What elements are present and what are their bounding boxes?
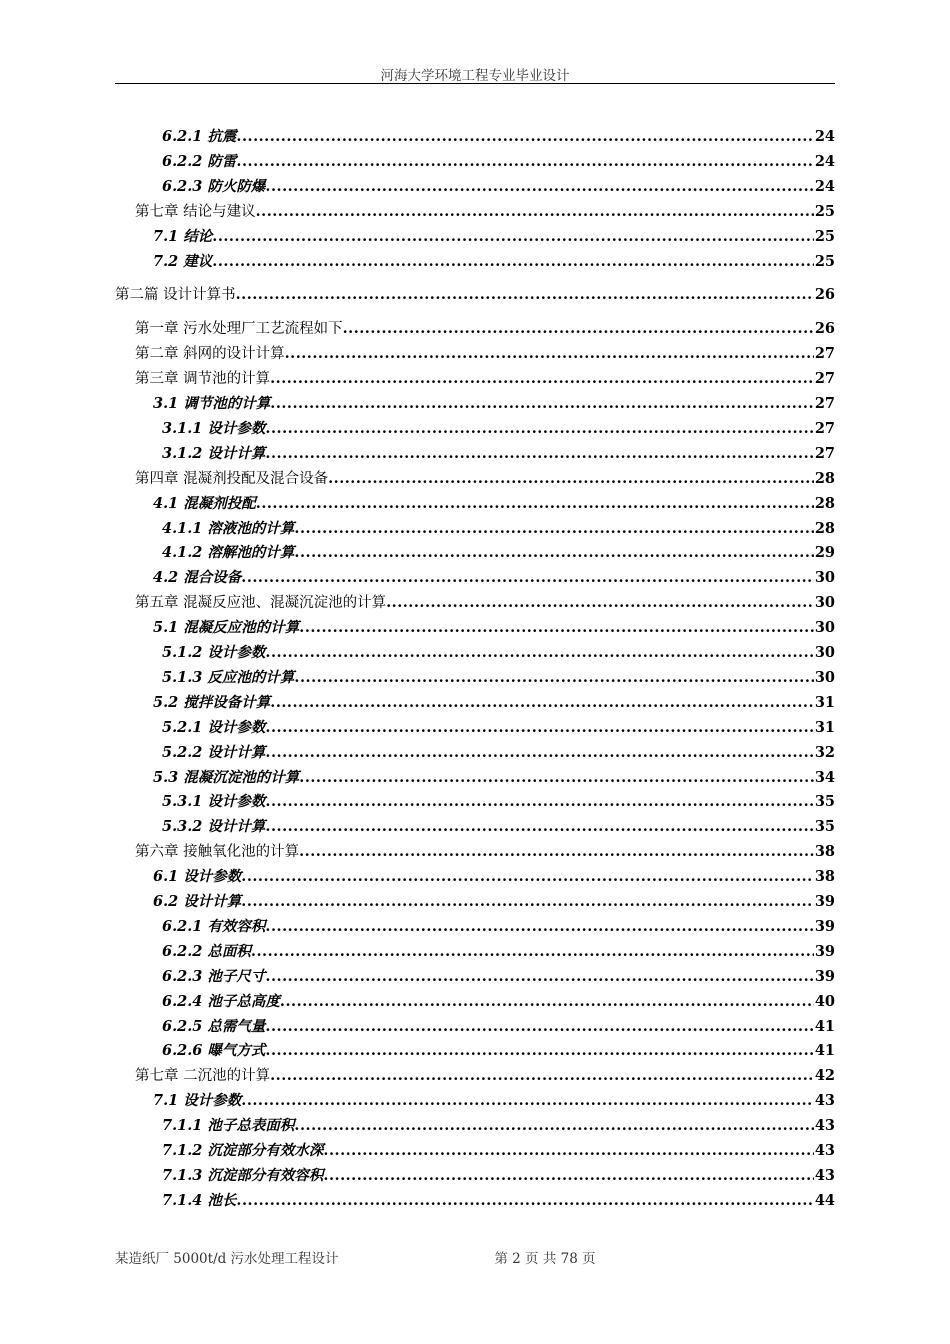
toc-entry-title: 6.2 设计计算 [153, 893, 242, 910]
toc-dot-leader [265, 717, 813, 739]
toc-entry-title: 4.1.2 溶解池的计算 [162, 544, 295, 562]
toc-entry[interactable] [162, 518, 835, 540]
toc-entry[interactable] [135, 318, 835, 340]
toc-entry[interactable] [153, 1090, 835, 1112]
toc-entry-page: 28 [814, 519, 835, 537]
toc-entry[interactable] [153, 393, 835, 415]
toc-entry-title: 6.1 设计参数 [153, 868, 242, 886]
toc-dot-leader [270, 692, 814, 714]
toc-entry[interactable] [153, 866, 835, 888]
toc-entry-title: 5.3 混凝沉淀池的计算 [153, 768, 300, 786]
footer-document-title: 某造纸厂 5000t/d 污水处理工程设计 [115, 1251, 339, 1267]
toc-dot-leader [294, 518, 813, 540]
toc-entry[interactable] [135, 201, 835, 223]
toc-dot-leader [285, 343, 814, 365]
toc-entry-title: 6.2.2 防雷 [162, 152, 237, 170]
toc-entry-page: 31 [814, 693, 835, 711]
toc-entry[interactable] [162, 1190, 835, 1212]
toc-dot-leader [299, 841, 814, 863]
toc-entry-page: 24 [814, 177, 835, 195]
toc-entry-page: 27 [814, 345, 835, 363]
toc-entry[interactable] [135, 368, 835, 390]
toc-entry[interactable] [135, 1065, 835, 1087]
toc-entry-title: 5.2.2 设计计算 [162, 743, 266, 761]
toc-entry-title: 7.1 设计参数 [153, 1092, 242, 1110]
toc-entry-page: 41 [814, 1042, 835, 1060]
toc-entry-page: 30 [814, 569, 835, 587]
toc-dot-leader [265, 418, 813, 440]
toc-entry-title: 第四章 混凝剂投配及混合设备 [135, 470, 329, 487]
toc-dot-leader [265, 816, 813, 838]
toc-dot-leader [270, 393, 814, 415]
toc-dot-leader [299, 617, 814, 639]
toc-entry[interactable] [162, 418, 835, 440]
toc-entry-title: 7.1.3 沉淀部分有效容积 [162, 1166, 324, 1184]
toc-dot-leader [386, 592, 814, 614]
toc-entry-title: 4.1 混凝剂投配 [153, 494, 256, 512]
toc-dot-leader [265, 176, 813, 198]
toc-entry-page: 39 [814, 967, 835, 985]
toc-dot-leader [265, 742, 813, 764]
toc-entry-page: 26 [814, 286, 835, 304]
toc-entry-page: 43 [814, 1117, 835, 1135]
toc-entry[interactable] [162, 126, 835, 148]
toc-entry-title: 7.1 结论 [153, 227, 213, 245]
toc-entry-page: 27 [814, 444, 835, 462]
toc-entry-page: 42 [814, 1067, 835, 1085]
toc-entry[interactable] [153, 617, 835, 639]
toc-entry-page: 40 [814, 992, 835, 1010]
toc-entry-page: 25 [814, 227, 835, 245]
toc-dot-leader [299, 767, 814, 789]
footer-page-number: 第 2 页 共 78 页 [494, 1251, 596, 1267]
toc-entry-page: 43 [814, 1092, 835, 1110]
toc-entry[interactable] [153, 767, 835, 789]
toc-entry-title: 5.1 混凝反应池的计算 [153, 619, 300, 637]
toc-dot-leader [265, 791, 813, 813]
toc-entry-title: 7.1.2 沉淀部分有效水深 [162, 1142, 324, 1159]
toc-entry-page: 30 [814, 668, 835, 686]
toc-entry[interactable] [135, 592, 835, 614]
toc-entry-page: 30 [814, 619, 835, 637]
toc-entry-page: 28 [814, 469, 835, 487]
toc-dot-leader [265, 966, 813, 988]
toc-entry[interactable] [162, 966, 835, 988]
toc-entry-title: 5.3.2 设计计算 [162, 818, 266, 836]
toc-entry-page: 25 [814, 252, 835, 270]
toc-entry-page: 38 [814, 868, 835, 886]
toc-entry-title: 第七章 二沉池的计算 [135, 1068, 271, 1085]
toc-entry-page: 30 [814, 594, 835, 612]
toc-entry-page: 32 [814, 743, 835, 761]
toc-entry[interactable] [153, 891, 835, 913]
toc-entry-title: 5.1.3 反应池的计算 [162, 668, 295, 686]
toc-entry-title: 7.1.1 池子总表面积 [162, 1117, 295, 1135]
toc-entry-title: 6.2.4 池子总高度 [162, 992, 280, 1010]
toc-entry[interactable] [162, 1115, 835, 1137]
toc-entry[interactable] [162, 1165, 835, 1187]
toc-dot-leader [294, 1115, 813, 1137]
toc-entry-page: 28 [814, 494, 835, 512]
toc-dot-leader [328, 468, 814, 490]
toc-entry[interactable] [162, 742, 835, 764]
toc-entry-title: 第七章 结论与建议 [135, 203, 256, 220]
page-header-title: 河海大学环境工程专业毕业设计 [380, 68, 570, 84]
toc-entry-title: 6.2.1 抗震 [162, 128, 237, 145]
toc-dot-leader [270, 1065, 814, 1087]
toc-entry-title: 3.1.1 设计参数 [162, 419, 266, 437]
toc-entry-page: 27 [814, 395, 835, 412]
toc-dot-leader [270, 368, 814, 390]
toc-entry-title: 5.2.1 设计参数 [162, 718, 266, 736]
toc-entry-title: 第三章 调节池的计算 [135, 371, 271, 388]
toc-entry[interactable] [115, 284, 835, 306]
toc-entry-title: 6.2.3 池子尺寸 [162, 967, 266, 985]
toc-entry[interactable] [162, 816, 835, 838]
toc-entry[interactable] [153, 251, 835, 273]
toc-dot-leader [343, 318, 814, 340]
toc-entry-page: 35 [814, 818, 835, 836]
toc-dot-leader [212, 226, 814, 248]
toc-entry-title: 7.1.4 池长 [162, 1191, 237, 1209]
toc-dot-leader [236, 1190, 813, 1212]
toc-entry[interactable] [162, 717, 835, 739]
toc-entry[interactable] [162, 991, 835, 1013]
toc-entry-page: 44 [814, 1191, 835, 1209]
toc-entry[interactable] [162, 941, 835, 963]
toc-entry-page: 39 [814, 917, 835, 935]
toc-entry[interactable] [153, 692, 835, 714]
toc-dot-leader [256, 493, 814, 515]
toc-entry[interactable] [162, 1016, 835, 1038]
toc-entry-title: 第六章 接触氧化池的计算 [135, 844, 300, 861]
toc-entry[interactable] [162, 542, 835, 564]
toc-dot-leader [236, 151, 813, 173]
toc-entry-page: 26 [814, 320, 835, 338]
toc-entry-title: 7.2 建议 [153, 252, 213, 270]
toc-entry[interactable] [162, 151, 835, 173]
toc-dot-leader [265, 916, 813, 938]
toc-entry-page: 27 [814, 419, 835, 437]
toc-entry-page: 24 [814, 152, 835, 170]
toc-entry[interactable] [162, 443, 835, 465]
toc-dot-leader [236, 284, 814, 306]
toc-entry-title: 6.2.5 总需气量 [162, 1017, 266, 1035]
toc-entry[interactable] [162, 1140, 835, 1162]
toc-dot-leader [265, 1016, 813, 1038]
toc-entry-page: 41 [814, 1017, 835, 1035]
toc-dot-leader [241, 1090, 814, 1112]
toc-entry-title: 第二章 斜网的设计计算 [135, 346, 285, 363]
toc-entry-page: 39 [814, 942, 835, 960]
toc-entry-title: 5.2 搅拌设备计算 [153, 693, 271, 711]
toc-dot-leader [265, 443, 813, 465]
toc-dot-leader [212, 251, 814, 273]
toc-dot-leader [241, 891, 814, 913]
toc-entry-page: 43 [814, 1166, 835, 1184]
toc-entry[interactable] [162, 1040, 835, 1062]
toc-entry-page: 30 [814, 644, 835, 661]
toc-entry-title: 4.1.1 溶液池的计算 [162, 519, 295, 537]
toc-dot-leader [241, 866, 814, 888]
toc-entry-title: 5.1.2 设计参数 [162, 644, 266, 661]
toc-dot-leader [294, 667, 813, 689]
toc-entry-page: 43 [814, 1142, 835, 1159]
toc-entry-title: 6.2.3 防火防爆 [162, 177, 266, 195]
toc-dot-leader [323, 1140, 813, 1162]
toc-dot-leader [241, 567, 814, 589]
toc-entry-title: 6.2.6 曝气方式 [162, 1042, 266, 1060]
toc-entry[interactable] [135, 468, 835, 490]
toc-dot-leader [265, 642, 813, 664]
toc-entry-page: 27 [814, 370, 835, 388]
toc-dot-leader [294, 542, 813, 564]
toc-entry-title: 3.1 调节池的计算 [153, 395, 271, 412]
toc-entry-title: 4.2 混合设备 [153, 569, 242, 587]
toc-dot-leader [323, 1165, 813, 1187]
toc-entry[interactable] [153, 226, 835, 248]
toc-entry-title: 6.2.1 有效容积 [162, 917, 266, 935]
toc-dot-leader [236, 126, 813, 148]
toc-entry[interactable] [135, 841, 835, 863]
toc-entry-page: 29 [814, 544, 835, 562]
toc-entry[interactable] [153, 493, 835, 515]
toc-entry[interactable] [162, 176, 835, 198]
toc-entry-page: 31 [814, 718, 835, 736]
toc-entry-page: 34 [814, 768, 835, 786]
toc-entry-title: 3.1.2 设计计算 [162, 444, 266, 462]
toc-entry[interactable] [135, 343, 835, 365]
toc-dot-leader [265, 1040, 813, 1062]
toc-entry-page: 25 [814, 202, 835, 220]
toc-dot-leader [251, 941, 814, 963]
toc-entry-page: 39 [814, 893, 835, 910]
toc-dot-leader [280, 991, 814, 1013]
toc-dot-leader [256, 201, 814, 223]
toc-entry[interactable] [153, 567, 835, 589]
toc-entry-title: 5.3.1 设计参数 [162, 793, 266, 811]
toc-entry-page: 24 [814, 128, 835, 145]
toc-entry[interactable] [162, 667, 835, 689]
toc-entry-title: 第二篇 设计计算书 [115, 287, 236, 304]
toc-entry-title: 第一章 污水处理厂工艺流程如下 [135, 321, 343, 338]
toc-entry[interactable] [162, 916, 835, 938]
toc-entry-page: 38 [814, 843, 835, 861]
header-divider [115, 83, 835, 84]
toc-entry-page: 35 [814, 793, 835, 811]
toc-entry[interactable] [162, 791, 835, 813]
toc-entry-title: 6.2.2 总面积 [162, 942, 251, 960]
toc-entry[interactable] [162, 642, 835, 664]
toc-entry-title: 第五章 混凝反应池、混凝沉淀池的计算 [135, 595, 387, 612]
